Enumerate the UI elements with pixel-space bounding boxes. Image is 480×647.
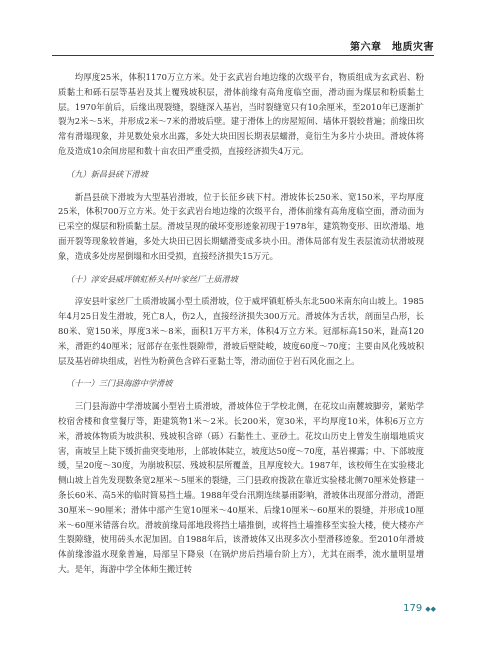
page-number-ornament: ◆◆	[425, 605, 436, 613]
article-body	[58, 70, 424, 577]
page-header	[52, 38, 434, 58]
page-number	[403, 603, 436, 614]
section-heading-9: （九）新昌县硖下滑坡	[66, 168, 148, 179]
page-number-value: 179	[403, 603, 423, 614]
paragraph-haiyou-landslide: 三门县海游中学滑坡属小型岩土质滑坡，滑坡体位于学校北侧，在花坟山南麓坡脚旁，紧贴学校宿舍楼和食堂餐厅等，距建筑物1米～2米。长200米，宽30米，平均厚度10米，体积6万立方米，滑坡体物质为坡洪积、残坡积含碎（砾）石黏性土、亚砂土。花坟山历史上曾发生崩塌地质灾害，南坡呈上陡下缓折曲突变地形，上部坡体陡立，坡度达50度～70度，基岩裸露；中、下部坡度缓，呈20度～30度，为崩坡积层、残坡积层所覆盖，且厚度较大。1987年，该校师生在实验楼北侧山坡上首先发现数条宽2厘米～5厘米的裂缝，三门县政府拨款在靠近实验楼北侧70厘米处修建一条长60米、高5米的临时简易挡土墙。1988年受台汛期连续暴雨影响，滑坡体出现部分滑动，滑距30厘米～90厘米；滑体中部产生宽10厘米～40厘米、后缘10厘米～60厘米的裂缝，并形成10厘米～60厘米错落台坎。滑坡前缘局部地段将挡土墙推倒，或将挡土墙推移至实验大楼，使大楼亦产生裂隙缝，使用砖头水泥加固。自1988年后，该滑坡体又出现多次小型滑移迹象。至2010年滑坡体前缘渗溢水现象普遍，局部呈下降泉（在锅炉房后挡墙台阶上方），尤其在雨季，流水量明显增大。是年，海游中学全体师生搬迁转	[58, 401, 424, 574]
header-rule	[52, 55, 434, 56]
chapter-title: 第六章 地质灾害	[350, 42, 434, 53]
section-heading-10: （十）淳安县威坪镇虹桥头村叶家丝厂土质滑坡	[66, 273, 238, 284]
paragraph-yejia-landslide: 淳安县叶家丝厂土质滑坡属小型土质滑坡，位于威坪镇虹桥头东北500米南东向山坡上。1985年4月25日发生滑坡，死亡8人，伤2人，直接经济损失300万元。滑坡体为舌状，剖面呈凸形，长80米、宽150米，厚度3米～8米，面积1万平方米，体积4万立方米。冠部标高150米，趾高120米，滑距约40厘米；冠部存在张性裂隙带，滑坡后壁陡峻，坡度60度～70度；主要由风化残坡积层及基岩碎块组成，岩性为粉黄色含碎石亚黏土等，滑动面位于岩石风化面之上。	[58, 296, 424, 366]
section-heading-11: （十一）三门县海游中学滑坡	[66, 378, 173, 389]
paragraph-continued: 均厚度25米，体积1170万立方米。处于玄武岩台地边缘的次级平台，物质组成为玄武岩、粉质黏土和砾石层等基岩及其上覆残坡积层，滑体前缘有高角度临空面，滑动面为煤层和粉质黏土层。1970年前后，后缘出现裂缝，裂缝深入基岩，当时裂缝宽只有10余厘米，至2010年已逐渐扩裂为2米～5米，并形成2米～7米的滑坡后壁。建于滑体上的房屋短间、墙体开裂较普遍；前缘田坎常有滑塌现象，并见数处泉水出露，多处大块田因长期表层蠕滑，竟衍生为多片小块田。滑坡体将危及造成10余间房屋和数十亩农田严重受损，直接经济损失4万元。	[58, 72, 424, 156]
paragraph-xiaxia-landslide: 新昌县硖下滑坡为大型基岩滑坡，位于长征乡硖下村。滑坡体长250米、宽150米，平均厚度25米，体积700万立方米。处于玄武岩台地边缘的次级平台，滑体前缘有高角度临空面，滑动面为已采空的煤层和粉质黏土层。滑坡呈现的破坏变形迹象初现于1978年，建筑物变形、田坎滑塌、地面开裂等现象较普遍，多处大块田已因长期蠕滑变成多块小田。滑体局部有发生表层流动状滑坡现象，造成多处房屋倒塌和水田受损，直接经济损失15万元。	[58, 191, 424, 261]
